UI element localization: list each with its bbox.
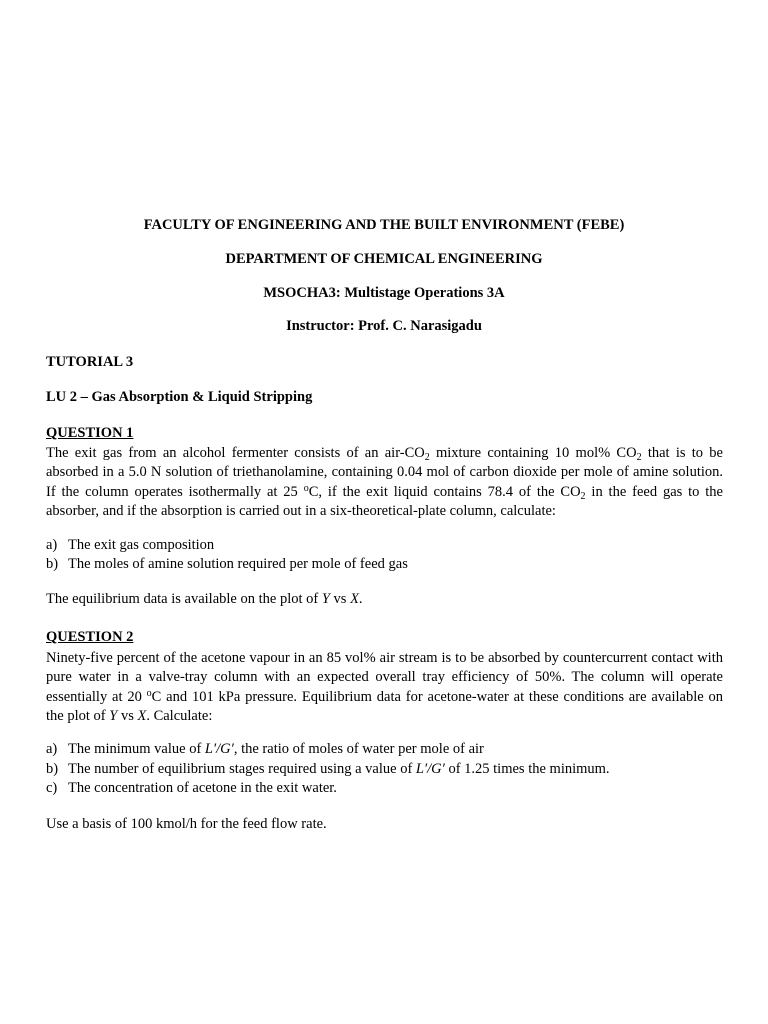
course-heading: MSOCHA3: Multistage Operations 3A	[263, 285, 505, 301]
question-2-item-b: b) The number of equilibrium stages required using a value of L′/G′ of 1.25 times the minimum.	[46, 761, 610, 777]
question-1-item-b: b) The moles of amine solution required per mole of feed gas	[46, 556, 408, 572]
faculty-heading: FACULTY OF ENGINEERING AND THE BUILT ENVIRONMENT (FEBE)	[143, 217, 625, 233]
unit-title: LU 2 – Gas Absorption & Liquid Stripping	[46, 389, 313, 405]
question-2-item-a: a) The minimum value of L′/G′, the ratio of moles of water per mole of air	[46, 741, 484, 757]
instructor-heading: Instructor: Prof. C. Narasigadu	[286, 318, 482, 334]
question-1-text: The exit gas from an alcohol fermenter consists of an air-$CO_2$ mixture containing 10 mol% $CO_2$ that is to be absorbed in a 5.0 N solution of triethanolamine, containing 0.04 mol of carbon dioxide per mole of amine solution. If the column operates isothermally at 25 $^o$C, if the exit liquid contains 78.4 of the $CO_2$ in the feed gas to the absorber, and if the absorption is carried out in a six-theoretical-plate column, calculate:	[46, 445, 723, 519]
question-2-text: Ninety-five percent of the acetone vapour in an 85 vol% air stream is to be absorbed by countercurrent contact with pure water in a valve-tray column with an expected overall tray efficiency of 50%. The column will operate essentially at 20 $^o$C and 101 kPa pressure. Equilibrium data for acetone-water at these conditions are available on the plot of Y vs X. Calculate:	[46, 650, 724, 724]
tutorial-title: TUTORIAL 3	[46, 354, 134, 370]
question-1-title: QUESTION 1	[46, 425, 134, 441]
question-2-item-c: c) The concentration of acetone in the exit water.	[46, 780, 337, 796]
question-2-basis: Use a basis of 100 kmol/h for the feed flow rate.	[46, 816, 327, 832]
department-heading: DEPARTMENT OF CHEMICAL ENGINEERING	[225, 251, 543, 267]
question-1-item-a: a) The exit gas composition	[46, 537, 215, 553]
question-1-note: The equilibrium data is available on the plot of Y vs X.	[46, 591, 363, 607]
question-2-title: QUESTION 2	[46, 629, 134, 645]
